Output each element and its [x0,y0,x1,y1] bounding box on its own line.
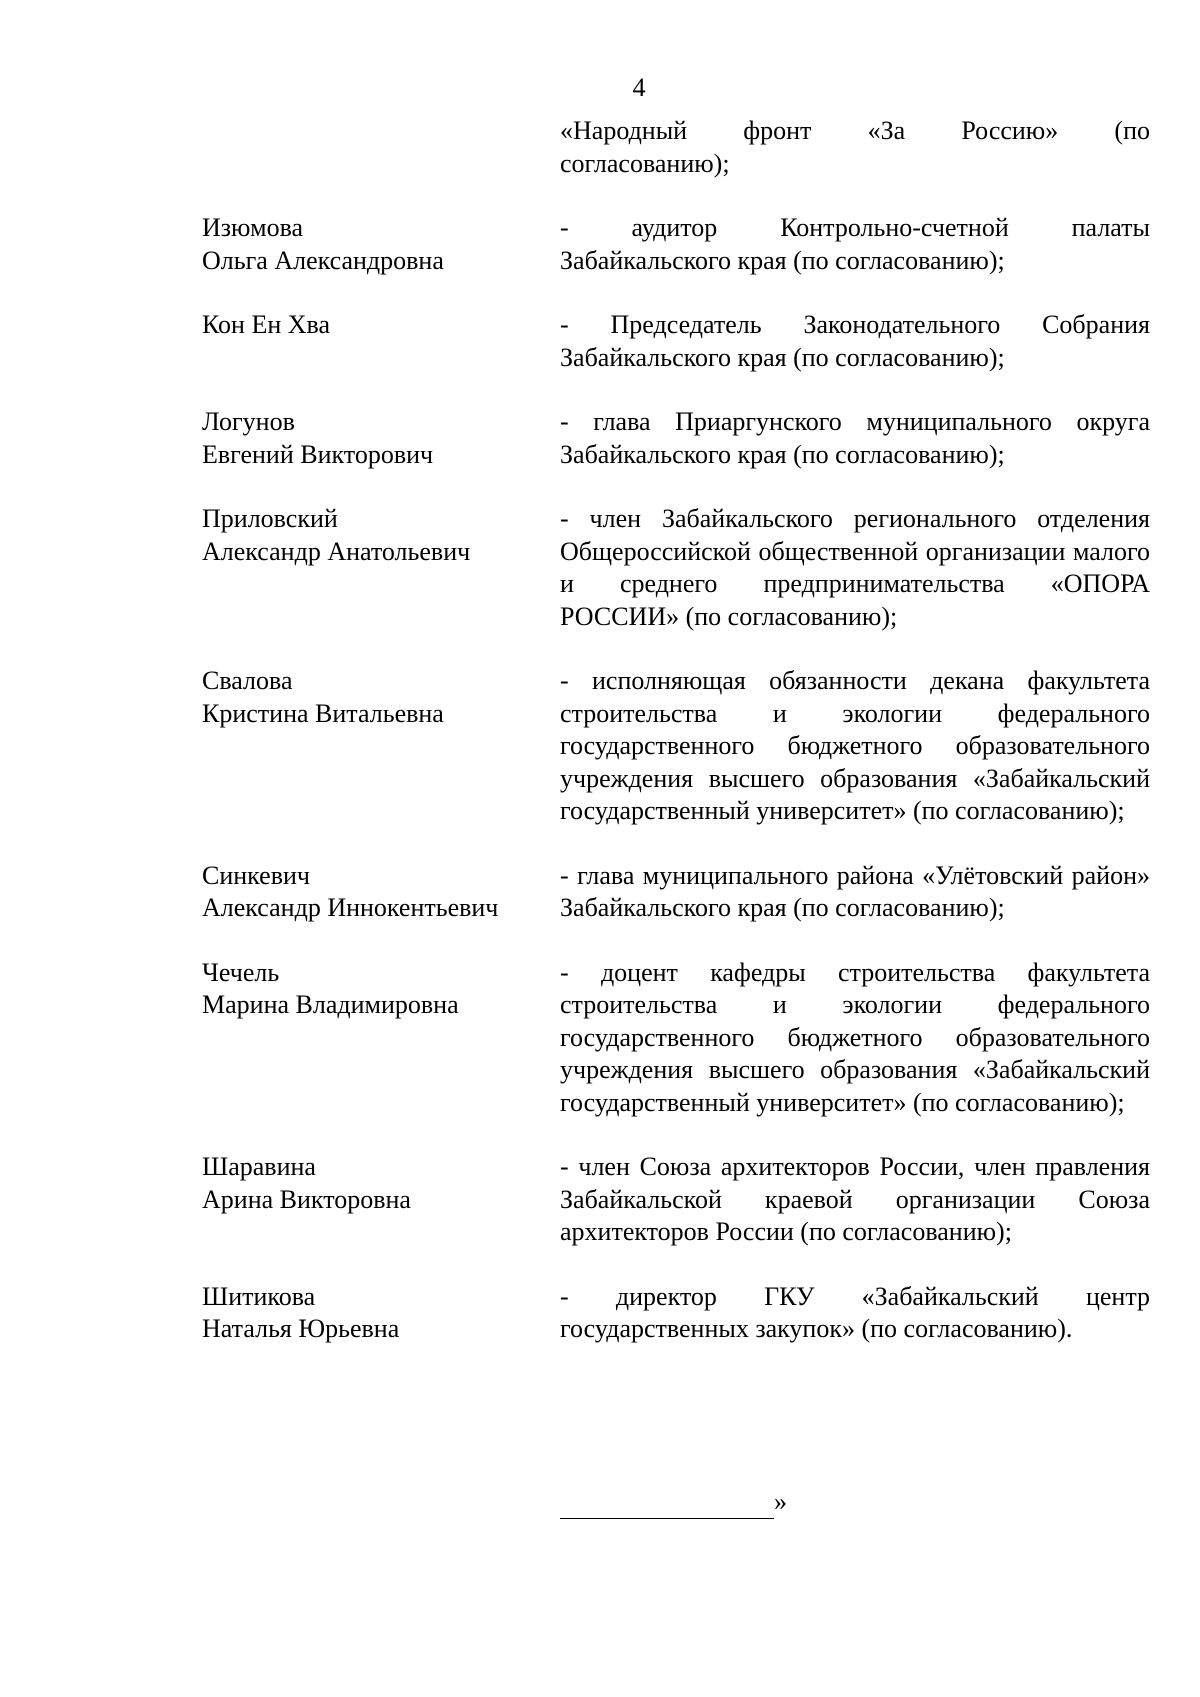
member-list [202,115,1150,1378]
member-description: - член Союза архитекторов России, член правления Забайкальской краевой организации Союза архитекторов России (по согласованию); [560,1152,1150,1246]
member-surname: Синкевич [202,860,310,890]
member-entry [202,503,1150,633]
member-surname: Шитикова [202,1281,316,1311]
member-given-name: Марина Владимировна [202,990,459,1019]
member-entry [202,860,1150,925]
member-name [202,1151,560,1249]
member-entry [202,1151,1150,1249]
member-given-name: Кристина Витальевна [202,698,444,728]
member-description: - доцент кафедры строительства факультета строительства и экологии федерального государственного бюджетного образовательного учреждения высшего образования «Забайкальский государственный университет» (по согласованию); [560,957,1150,1117]
member-name [202,212,560,277]
member-description: - аудитор Контрольно-счетной палаты Забайкальского края (по согласованию); [560,213,1150,275]
member-entry [202,406,1150,471]
page-number-text: 4 [632,73,646,102]
continuation-entry [202,115,1150,180]
closing-rule [560,1492,774,1519]
continuation-line-1: «Народный фронт «За Россию» (по [560,116,1150,145]
member-given-name: Александр Иннокентьевич [202,893,499,922]
member-name [202,309,560,374]
member-surname: Шаравина [202,1152,316,1181]
member-description: - член Забайкальского регионального отделения Общероссийской общественной организации малого и среднего предпринимательства «ОПОРА РОССИИ» (по согласованию); [560,504,1150,631]
member-entry [202,1281,1150,1346]
member-surname: Логунов [202,407,295,436]
member-surname: Свалова [202,666,293,695]
member-name [202,860,560,925]
member-surname: Чечель [202,957,280,987]
member-description: - Председатель Законодательного Собрания Забайкальского края (по согласованию); [560,310,1150,372]
member-entry [202,212,1150,277]
member-given-name: Ольга Александровна [202,245,444,275]
member-given-name: Арина Викторовна [202,1184,411,1214]
member-description: - исполняющая обязанности декана факультета строительства и экологии федерального государственного бюджетного образовательного учреждения высшего образования «Забайкальский государственный университет» (по согласованию); [560,666,1150,825]
member-name [202,406,560,471]
member-name [202,1281,560,1346]
member-given-name: Евгений Викторович [202,439,434,469]
member-given-name: Александр Анатольевич [202,536,471,566]
member-description: - глава муниципального района «Улётовский район» Забайкальского края (по согласованию); [560,860,1150,922]
member-surname: Кон Ен Хва [202,310,331,339]
member-surname: Приловский [202,504,338,533]
closing-quote: » [774,1487,787,1516]
member-entry [202,957,1150,1120]
member-description: - директор ГКУ «Забайкальский центр государственных закупок» (по согласованию). [560,1281,1150,1343]
continuation-description [560,115,1150,180]
member-given-name: Наталья Юрьевна [202,1314,400,1343]
continuation-line-2: согласованию); [560,148,730,178]
member-name [202,957,560,1120]
member-description: - глава Приаргунского муниципального округа Забайкальского края (по согласованию); [560,407,1150,469]
member-entry [202,665,1150,828]
member-surname: Изюмова [202,213,304,242]
page-number [0,72,1200,105]
member-name [202,503,560,633]
member-entry [202,309,1150,374]
closing-mark [560,1486,787,1519]
empty-name-column [202,115,560,180]
member-name [202,665,560,828]
